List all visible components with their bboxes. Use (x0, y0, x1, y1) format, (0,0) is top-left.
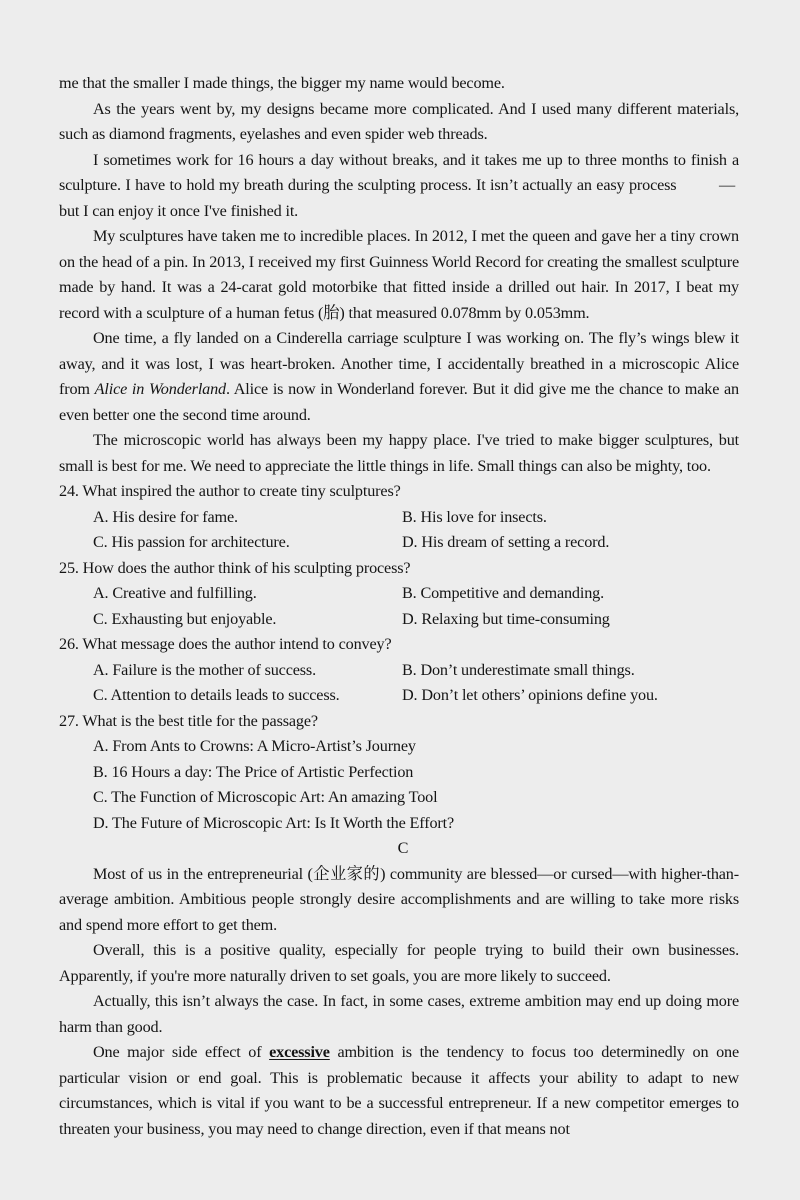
options-row (93, 530, 739, 556)
options-row (93, 581, 739, 607)
passage-c-paragraph-1: Most of us in the entrepreneurial (企业家的) community are blessed—or cursed—with higher-than-average ambition. Ambitious people strongly desire accomplishments and are willing to take more risks and spend more effort to get them. (59, 864, 739, 934)
passage-c (59, 836, 739, 1142)
option-b[interactable]: B. Competitive and demanding. (402, 584, 605, 602)
passage-b-paragraph-5 (59, 326, 739, 428)
passage-b-paragraph-6: The microscopic world has always been my happy place. I've tried to make bigger sculptures, but small is best for me. We need to appreciate the little things in life. Small things can also be mighty, too. (59, 431, 739, 475)
option-c[interactable]: C. His passion for architecture. (93, 533, 290, 551)
option-a[interactable]: A. Creative and fulfilling. (93, 584, 257, 602)
paragraph-text: One time, a fly landed on a Cinderella carriage sculpture I was working on. The fly’s wings blew it away, and it was lost, I was heart-broken. Another time, I accidentally breathed in a microscopic Alice from (59, 329, 739, 398)
passage-b-paragraph-3 (59, 148, 739, 225)
paragraph-text: One major side effect of (93, 1043, 270, 1061)
options-row (93, 658, 739, 684)
passage-c-paragraph-2: Overall, this is a positive quality, especially for people trying to build their own businesses. Apparently, if you're more naturally driven to set goals, you are more likely to succeed. (59, 941, 739, 985)
question-options (59, 581, 739, 632)
passage-c-paragraph-3: Actually, this isn’t always the case. In fact, in some cases, extreme ambition may end up doing more harm than good. (59, 992, 739, 1036)
section-heading: C (397, 839, 409, 857)
option-a[interactable]: A. From Ants to Crowns: A Micro-Artist’s Journey (93, 737, 416, 755)
question-26 (59, 632, 739, 709)
option-b[interactable]: B. 16 Hours a day: The Price of Artistic Perfection (93, 762, 414, 781)
paragraph-text: ambition is the tendency to focus too determinedly on one particular vision or end goal. This is problematic because it affects your ability to adapt to new circumstances, which is vital if you want to be a successful entrepreneur. If a new competitor emerges to threaten your business, you may need to change direction, even if that means not (59, 1043, 739, 1138)
book-title: Alice in Wonderland (94, 380, 226, 398)
passage-b-paragraph-2: As the years went by, my designs became more complicated. And I used many different materials, such as diamond fragments, eyelashes and even spider web threads. (59, 99, 739, 143)
options-row (93, 683, 739, 709)
option-d[interactable]: D. His dream of setting a record. (402, 533, 610, 551)
paragraph-text: I sometimes work for 16 hours a day without breaks, and it takes me up to three months to finish a sculpture. I have to hold my breath during the sculpting process. It isn’t actually an easy process (59, 150, 739, 194)
question-options (59, 505, 739, 556)
exam-page (59, 71, 739, 1142)
option-b[interactable]: B. His love for insects. (402, 507, 547, 526)
option-d[interactable]: D. Relaxing but time-consuming (402, 609, 610, 628)
option-a[interactable]: A. His desire for fame. (93, 507, 238, 526)
option-d[interactable]: D. The Future of Microscopic Art: Is It Worth the Effort? (93, 813, 455, 832)
question-stem: 24. What inspired the author to create tiny sculptures? (59, 482, 401, 500)
question-24 (59, 479, 739, 556)
options-row (93, 607, 739, 633)
question-stem: 27. What is the best title for the passage? (59, 711, 318, 730)
em-dash: — (718, 176, 735, 194)
question-25 (59, 556, 739, 633)
paragraph-text: . Alice is now in Wonderland forever. But it did give me the chance to make an even better one the second time around. (59, 380, 739, 424)
options-row (93, 505, 739, 531)
option-a[interactable]: A. Failure is the mother of success. (93, 660, 316, 679)
paragraph-text: but I can enjoy it once I've finished it. (59, 201, 299, 220)
question-27 (59, 709, 739, 837)
passage-b-paragraph-4: My sculptures have taken me to incredible places. In 2012, I met the queen and gave her a tiny crown on the head of a pin. In 2013, I received my first Guinness World Record for creating the smallest sculpture made by hand. It was a 24-carat gold motorbike that fitted inside a drilled out hair. In 2017, I beat my record with a sculpture of a human fetus (胎) that measured 0.078mm by 0.053mm. (59, 227, 739, 322)
question-stem: 26. What message does the author intend to convey? (59, 635, 392, 653)
question-options (59, 658, 739, 709)
option-b[interactable]: B. Don’t underestimate small things. (402, 660, 635, 679)
question-stem: 25. How does the author think of his sculpting process? (59, 558, 411, 577)
option-c[interactable]: C. The Function of Microscopic Art: An amazing Tool (93, 788, 438, 806)
option-d[interactable]: D. Don’t let others’ opinions define you. (402, 686, 658, 704)
passage-c-paragraph-4 (59, 1040, 739, 1142)
option-c[interactable]: C. Exhausting but enjoyable. (93, 609, 277, 628)
key-word: excessive (269, 1043, 330, 1061)
passage-b (59, 71, 739, 479)
option-c[interactable]: C. Attention to details leads to success. (93, 686, 340, 704)
passage-b-paragraph-1: me that the smaller I made things, the bigger my name would become. (59, 74, 505, 92)
question-options (59, 734, 739, 836)
